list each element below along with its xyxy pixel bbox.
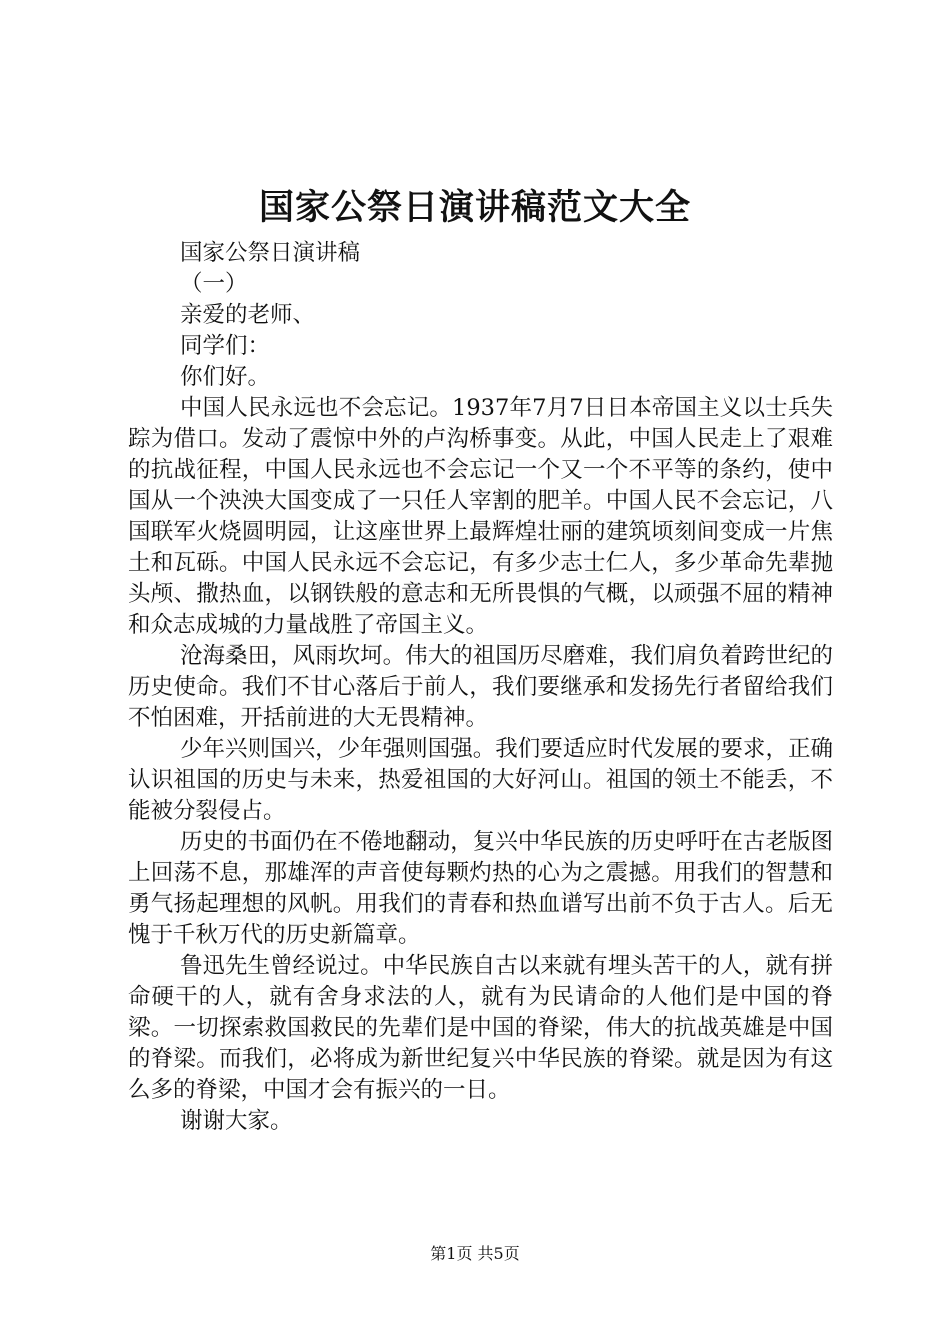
paragraph: 历史的书面仍在不倦地翻动，复兴中华民族的历史呼吁在古老版图上回荡不息，那雄浑的声音使每颗灼热的心为之震撼。用我们的智慧和勇气扬起理想的风帆。用我们的青春和热血谱写出前不负于古人。后无愧于千秋万代的历史新篇章。 — [128, 829, 833, 948]
greeting: 你们好。 — [180, 364, 271, 390]
paragraph: 鲁迅先生曾经说过。中华民族自古以来就有埋头苦干的人，就有拼命硬干的人，就有舍身求法的人，就有为民请命的人他们是中国的脊梁。一切探索救国救民的先辈们是中国的脊梁，伟大的抗战英雄是中国的脊梁。而我们，必将成为新世纪复兴中华民族的脊梁。就是因为有这么多的脊梁，中国才会有振兴的一日。 — [128, 953, 833, 1103]
document-body — [128, 238, 833, 1137]
section-number: （一） — [180, 271, 248, 297]
salutation-line-1: 亲爱的老师、 — [180, 302, 316, 328]
speech-subtitle: 国家公祭日演讲稿 — [180, 240, 361, 266]
page-footer: 第1页 共5页 — [430, 1244, 520, 1263]
paragraph: 中国人民永远也不会忘记。1937年7月7日日本帝国主义以士兵失踪为借口。发动了震惊中外的卢沟桥事变。从此，中国人民走上了艰难的抗战征程，中国人民永远也不会忘记一个又一个不平等的条约，使中国从一个泱泱大国变成了一只任人宰割的肥羊。中国人民不会忘记，八国联军火烧圆明园，让这座世界上最辉煌壮丽的建筑顷刻间变成一片焦土和瓦砾。中国人民永远不会忘记，有多少志士仁人，多少革命先辈抛头颅、撒热血，以钢铁般的意志和无所畏惧的气概，以顽强不屈的精神和众志成城的力量战胜了帝国主义。 — [128, 395, 833, 638]
closing: 谢谢大家。 — [180, 1108, 293, 1134]
document-title: 国家公祭日演讲稿范文大全 — [258, 187, 691, 228]
paragraph: 沧海桑田，风雨坎坷。伟大的祖国历尽磨难，我们肩负着跨世纪的历史使命。我们不甘心落后于前人，我们要继承和发扬先行者留给我们不怕困难，开括前进的大无畏精神。 — [128, 643, 833, 731]
salutation-line-2: 同学们： — [180, 333, 271, 359]
paragraph: 少年兴则国兴，少年强则国强。我们要适应时代发展的要求，正确认识祖国的历史与未来，热爱祖国的大好河山。祖国的领土不能丢，不能被分裂侵占。 — [128, 736, 833, 824]
